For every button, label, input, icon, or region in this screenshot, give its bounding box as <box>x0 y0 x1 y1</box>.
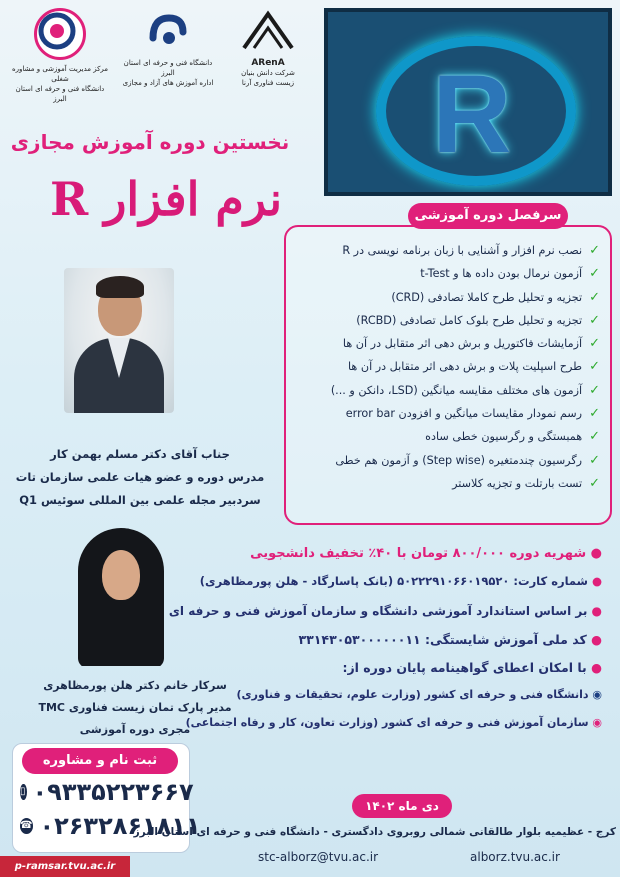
instructor2-photo <box>72 524 170 666</box>
bullet-icon: ● <box>586 632 602 647</box>
logo-caption: مرکز مدیریت آموزشی و مشاوره شغلی <box>11 65 109 83</box>
fee-text: شهریه دوره ۸۰۰/۰۰۰ تومان با ۴۰٪ تخفیف دانشجویی <box>250 546 587 561</box>
logo-tvu-alborz <box>118 8 218 88</box>
phone-icon: ☎ <box>20 818 33 834</box>
career-center-logo-icon <box>34 8 86 60</box>
syllabus-item-text: تجزیه و تحلیل طرح کاملا تصادفی (CRD) <box>391 290 583 304</box>
tvu-logo-icon <box>145 8 191 54</box>
syllabus-item <box>292 309 600 332</box>
mobile-icon: ▯ <box>20 784 27 800</box>
syllabus-item-text: آزمون های مختلف مقایسه میانگین (LSD، دانکن و ...) <box>330 383 583 397</box>
syllabus-item-text: تست بارتلت و تجزیه کلاستر <box>452 476 583 490</box>
instructor1-name: جناب آقای دکتر مسلم بهمن کار <box>50 447 230 461</box>
bullet-icon: ● <box>586 546 602 561</box>
website-link[interactable]: alborz.tvu.ac.ir <box>470 850 560 864</box>
checkmark-icon: ✓ <box>589 406 600 422</box>
syllabus-item-text: آزمون نرمال بودن داده ها و t-Test <box>420 267 583 281</box>
cert2-text: سازمان آموزش فنی و حرفه ای کشور (وزارت تعاون، کار و رفاه اجتماعی) <box>185 716 589 729</box>
instructor2-name: سرکار خانم دکتر هلن پورمظاهری <box>43 679 227 692</box>
fee-line <box>222 546 602 561</box>
course-title: نرم افزار R <box>49 172 283 226</box>
cert2-line <box>162 716 602 729</box>
checkmark-icon: ✓ <box>589 429 600 445</box>
syllabus-item-text: رسم نمودار مقایسات میانگین و افزودن error bar <box>345 407 583 421</box>
code-line <box>222 632 602 647</box>
syllabus-item-text: تجزیه و تحلیل طرح بلوک کامل تصادفی (RCBD) <box>356 313 583 327</box>
syllabus-item <box>292 402 600 425</box>
logo-arena <box>218 8 318 88</box>
r-logo-letter: R <box>432 53 512 176</box>
card-text: شماره کارت: ۵۰۲۲۲۹۱۰۶۶۰۱۹۵۲۰ (بانک پاسارگاد - هلن پورمظاهری) <box>199 574 588 588</box>
checkmark-icon: ✓ <box>589 382 600 398</box>
syllabus-item <box>292 262 600 285</box>
instructor2-role: مدیر پارک تمان زیست فناوری TMC <box>38 701 232 714</box>
hair-shape <box>96 276 144 298</box>
syllabus-item-text: نصب نرم افزار و آشنایی با زبان برنامه نویسی در R <box>342 244 583 257</box>
syllabus-item <box>292 379 600 402</box>
bullet-icon: ● <box>587 604 602 618</box>
tvu-small-logo-icon: ◉ <box>588 688 602 701</box>
checkmark-icon: ✓ <box>589 336 600 352</box>
syllabus-item <box>292 355 600 378</box>
syllabus-list <box>286 227 610 495</box>
instructor1-role2: سردبیر مجله علمی بین المللی سوئیس Q1 <box>19 493 261 507</box>
logo-caption: زیست فناوری آرنا <box>241 79 295 87</box>
phone-landline-number: ۰۲۶۳۲۸۶۱۸۱۱ <box>39 812 201 840</box>
instructor1-photo <box>64 268 174 413</box>
bullet-icon: ● <box>587 574 602 588</box>
syllabus-item <box>292 425 600 448</box>
cert1-text: دانشگاه فنی و حرفه ای کشور (وزارت علوم، تحقیقات و فناوری) <box>236 688 589 701</box>
code-text: کد ملی آموزش شایستگی: ۳۳۱۴۳۰۵۳۰۰۰۰۰۰۱۱ <box>298 632 587 647</box>
syllabus-item <box>292 239 600 262</box>
checkmark-icon: ✓ <box>589 312 600 328</box>
arena-logo-icon <box>245 8 291 54</box>
phone-mobile[interactable] <box>20 778 194 806</box>
instructor1-role: مدرس دوره و عضو هیات علمی سازمان تات <box>15 470 265 484</box>
syllabus-item <box>292 449 600 472</box>
syllabus-item-text: آزمایشات فاکتوریل و برش دهی اثر متقابل در آن ها <box>342 337 583 351</box>
email-link[interactable]: stc-alborz@tvu.ac.ir <box>258 850 379 864</box>
bullet-icon: ● <box>586 660 602 675</box>
logo-caption: دانشگاه فنی و حرفه ای استان البرز <box>15 85 105 103</box>
syllabus-item <box>292 472 600 495</box>
syllabus-item-text: رگرسیون چندمتغیره (Step wise) و آزمون هم خطی <box>335 453 583 467</box>
checkmark-icon: ✓ <box>589 359 600 375</box>
syllabus-box <box>284 225 612 525</box>
syllabus-item <box>292 286 600 309</box>
date-badge: دی ماه ۱۴۰۲ <box>352 794 452 818</box>
checkmark-icon: ✓ <box>589 243 600 258</box>
tvto-small-logo-icon: ◉ <box>588 716 602 729</box>
standard-line <box>168 604 602 618</box>
address: کرج - عظیمیه بلوار طالقانی شمالی روبروی دادگستری - دانشگاه فنی و حرفه ای استان البرز <box>133 826 616 838</box>
checkmark-icon: ✓ <box>589 452 600 468</box>
checkmark-icon: ✓ <box>589 475 600 491</box>
syllabus-heading: سرفصل دوره آموزشی <box>408 203 568 229</box>
face-shape <box>102 550 140 600</box>
course-subtitle: نخستین دوره آموزش مجازی <box>10 130 290 154</box>
arena-wordmark: ARenA <box>251 58 285 68</box>
logo-career-center <box>10 8 110 104</box>
card-line <box>199 574 602 588</box>
syllabus-item <box>292 332 600 355</box>
checkmark-icon: ✓ <box>589 289 600 305</box>
syllabus-item-text: طرح اسپلیت پلات و برش دهی اثر متقابل در آن ها <box>348 360 583 374</box>
watermark: p-ramsar.tvu.ac.ir <box>0 856 130 877</box>
cert1-line <box>222 688 602 701</box>
logo-caption: دانشگاه فنی و حرفه ای استان البرز <box>123 59 213 77</box>
checkmark-icon: ✓ <box>589 266 600 282</box>
logo-caption: شرکت دانش بنیان <box>241 69 295 77</box>
register-heading: ثبت نام و مشاوره <box>22 748 178 774</box>
syllabus-item-text: همبستگی و رگرسیون خطی ساده <box>425 430 583 444</box>
r-logo-banner <box>324 8 612 196</box>
cert-text: با امکان اعطای گواهینامه پایان دوره از: <box>342 660 587 675</box>
logo-caption: اداره آموزش های آزاد و مجازی <box>122 79 214 87</box>
cert-line <box>222 660 602 675</box>
instructor2-role2: مجری دوره آموزشی <box>79 723 191 736</box>
phone-mobile-number: ۰۹۳۳۵۲۲۳۶۶۷ <box>32 778 194 806</box>
standard-text: بر اساس استاندارد آموزشی دانشگاه و سازمان آموزش فنی و حرفه ای <box>168 604 588 618</box>
